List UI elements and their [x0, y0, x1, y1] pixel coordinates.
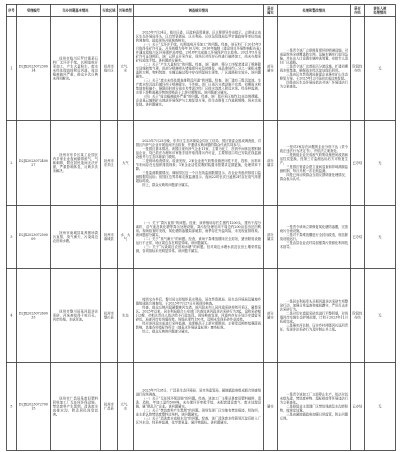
verified-status: 属实 [264, 363, 278, 451]
investigation-paragraph: （一）关于“粪污直排”的问题。经查，该养殖场存栏生猪约1200头，建有干湿分离机、沼气池及氧化塘等粪污处理设施，粪污经处理后用于周边约200亩农田还田利用。现场检查时发现，氧化塘防渗膜局部破损，雨季存在外溢风险，未发现直排现象。该问题部分属实。 [135, 220, 261, 237]
issue-text: 抚州市南城县某养猪场粪污直排，臭气熏天，污染周边农田和水塘。 [52, 230, 98, 243]
investigation-paragraph: 接到交办件后，黎川县立即组织县水利局、县自然资源局、县生态环境局及属地乡镇组成联合调查组，于2023年7月27日开展现场核查。 [135, 297, 261, 306]
region: 抚州市临川区 [101, 17, 118, 121]
investigation-paragraph: （三）关于“污染周边农田和水塘”的问题。经对周边水塘水质及农田土壤采样监测，各项指标未见明显异常。该问题不属实。 [135, 244, 261, 253]
header-region: 行政区域 [101, 5, 118, 17]
serial-number: 3 [7, 206, 17, 269]
investigation-paragraph: （二）关于“产生大量粉尘”的问题。经查，该厂破碎、筛分工序配套建设了喷淋降尘设施和集气罩，但部分喷淋喷头堵塞损坏未及时修复，成品堆场约三分之一面积未覆盖防尘网，物料装卸、车辆运输过程中存在明显扬尘现象，厂区道路积尘较多。该问题属实。 [135, 62, 261, 79]
closed-status: 阶段性办结 [351, 269, 365, 363]
handling-paragraph: 一是责令该厂立即修复损坏的喷淋设施，对成品堆场全部覆盖防尘网，运输车辆实行密闭运输，并在出入口设置车辆冲洗装置，安排专人清扫厂区道路。 [279, 48, 349, 65]
closed-status: 已办结 [351, 363, 365, 451]
handling-paragraph: 一是对3家存在问题的企业分别下达《责令改正违法行为决定书》，并依法立案查处。 [279, 144, 348, 153]
investigation-paragraph: 经查，群众反映河段属黎滩河支流，该河段未列入县河道采砂规划可采区，属禁采区。2023年以来，县水利局联合公安部门共查处该河段非法采砂行为3起，没收采砂船只2艘，对相关责任人依法给予行政处罚。现场勘查发现，河道内存在多处历史遗留采砂坑，局部河岸有坍塌现象，坍塌长度约150米，近期未发现采砂作业迹象。 [135, 305, 261, 322]
pollution-type: 大气、水 [118, 17, 134, 121]
handling-paragraph: 三是园区管委会建立夜间巡查和异味溯源监测机制，每月开展一次走航监测。 [279, 164, 349, 173]
region: 抚州市东乡区 [101, 121, 118, 206]
issue-description [51, 269, 101, 363]
investigation-paragraph: （二）关于“焚烧废料产生黑烟”的问题。现场发现厂区空地有焚烧痕迹，经询问，业主承认曾焚烧废塑料边角料。该问题属实。 [135, 408, 261, 417]
issue-description [51, 363, 101, 451]
verified-status: 部分属实 [264, 121, 278, 206]
pollution-type: 生态 [118, 269, 134, 363]
handling-paragraph: 四是由区生态环境局依法对该厂环境违法行为立案查处。 [279, 80, 349, 89]
investigation [134, 269, 264, 363]
handling-paragraph: 二是责令该厂完善雨污分流设施，扩建初期雨水收集池，确保雨水经沉淀处理后回用。 [279, 64, 349, 73]
issue-text: 抚州市黎川县某河段非法采砂，河床被挖得千疮百孔，河岸坍塌，水质浑浊。 [52, 309, 98, 322]
issue-text: 抚州市东乡区某工业园区内多家企业夜间偷排废气，气味刺鼻，附近居民夜间无法开窗，严重影响休息，反映多次未解决。 [52, 152, 98, 173]
pollution-type: 大气 [118, 121, 134, 206]
handling-paragraph: 三是由区自然资源局督促企业落实矿山生态修复方案，于2023年12月底前完成边坡复绿。 [279, 72, 349, 81]
accountability: 无 [365, 17, 396, 121]
issue-text: 抚州市临川区罗针镇某石料厂无环评手续，长期违规开采加工，产生大量粉尘，废水未经处理直排附近河道，周边植被破坏严重，群众多次反映未得到解决。 [52, 56, 98, 81]
investigation [134, 363, 264, 451]
investigation-paragraph: （一）关于“无环评手续，长期违规开采加工”的问题。经查，该石料厂于2015年3月取得采矿许可证，开采规模为每年10万吨；2016年编制《建设项目环境影响报告表》并通过原临川区环境保护局审批，2018年完成竣工环境保护自主验收。2021年5月采矿许可证到期后，该厂已停止开采作业，现场仅对库存石料进行破碎加工，尚未办理采矿权延续手续。该问题部分属实。 [135, 42, 261, 63]
verified-status: 部分属实 [264, 17, 278, 121]
handling-paragraph: 三是由县农业农村局加强粪污资源化利用技术指导。 [279, 240, 349, 249]
header-issue: 交办问题基本情况 [51, 5, 101, 17]
investigation-paragraph: （一）关于“无任何环保设施”的问题。经查，该加工厂主要从事废旧塑料破碎、清洗、造粒，年加工量约500吨，未办理环评审批手续，未配套建设废气、废水处理设施，属“散乱污”企业。该问题属实。 [135, 396, 261, 409]
handling-paragraph: 二是对干粪堆放棚进行全封闭改造，规范除臭设施运行。 [279, 232, 349, 241]
receipt-code: D2JX202307260033 [17, 269, 51, 363]
investigation [134, 17, 264, 121]
header-accountability: 责任人被处理情况 [365, 5, 396, 17]
handling [278, 121, 351, 206]
handling-paragraph: 二是督促企业完成废气收集设施密闭改造和活性炭更换，经第三方监测达标后方可恢复生产。 [279, 152, 349, 165]
issue-description [51, 121, 101, 206]
handling [278, 206, 351, 269]
receipt-code: D2JX202307270015 [17, 363, 51, 451]
investigation-paragraph: 2023年7月24日，临川区委、区政府高度重视，区主要领导作出批示，立即成立由区生态环境局牵头，区自然资源局、区水利局、区应急管理局及罗针镇政府等单位组成的调查组，赶赴现场开展调查核实。 [135, 30, 261, 43]
receipt-code: D2JX202307250009 [17, 206, 51, 269]
handling-paragraph: 一是责令该场立即修复氧化塘防渗膜，完善雨污分流设施。 [279, 224, 349, 233]
investigation-paragraph: 三是监测数据情况。调取园区近一个月在线监测数据显示，各企业有组织排放口监测数据均达标；但园区边界异味走航监测显示，夜间22时至次日凌晨2时存在臭气浓度超标时段。 [135, 170, 261, 183]
handling-paragraph: 一是责令该加工厂立即停止生产，依法对其未批先建、焚烧废弃物、超标排放等环境违法行为立案查处。 [279, 392, 349, 405]
investigation-paragraph: 2023年7月28日，广昌县生态环境局、县市场监管局、属地镇政府组成联合调查组进行现场调查。 [135, 388, 261, 397]
investigation-paragraph: 二是现场检查情况。检查发现，2家企业废气收集设施密闭性不足，投料、出料环节车间存在无组织排放现象；1家企业活性炭吸附装置未按要求定期更换，处理效率下降。 [135, 158, 261, 171]
accountability: 无 [365, 269, 396, 363]
pollution-type: 大气、水 [118, 363, 134, 451]
closed-status: 已办结 [351, 121, 365, 206]
header-investigation: 调查核实情况 [134, 5, 264, 17]
verified-status: 部分属实 [264, 206, 278, 269]
header-closed: 是否办结 [351, 5, 365, 17]
region: 抚州市南城县 [101, 206, 118, 269]
handling-paragraph: 三是由属地镇政府加强日常监管，防止问题反弹。 [279, 412, 349, 421]
issue-text: 抚州市广昌县某废旧塑料回收加工厂无任何环保设施，焚烧废料产生黑烟，清洗废水直排水沟，附近居民深受其害。 [52, 396, 98, 417]
accountability: 无 [365, 363, 396, 451]
investigation-paragraph: 2023年7月25日晚，东乡区生态环境局会同区工信局、园区管委会组成调查组，对园区内涉气企业开展夜间突击检查，并邀请反映问题的群众代表共同参与。 [135, 138, 261, 147]
handling [278, 17, 351, 121]
investigation [134, 206, 264, 269]
header-handling: 处理和整改情况 [278, 5, 351, 17]
header-code: 受理编号 [17, 5, 51, 17]
investigation-paragraph: （四）关于“周边植被破坏严重”的问题。经查，该厂原开采区域约12亩边坡裸露，企业虽已编制矿山地质环境保护与土地复垦方案，但生态修复工作进展缓慢，尚未完成复绿。该问题属实。 [135, 94, 261, 107]
investigation-paragraph: 综上，群众反映的问题部分属实。 [142, 329, 192, 334]
header-serial: 序号 [7, 5, 17, 17]
accountability: 无 [365, 206, 396, 269]
region: 抚州市广昌县 [101, 363, 118, 451]
issue-description [51, 17, 101, 121]
investigation [134, 121, 264, 206]
closed-status: 阶段性办结 [351, 17, 365, 121]
investigation-paragraph: 经对该河段水质进行采样监测，浊度略高于上游对照断面，主要受近期持续强降雨影响，其他各项指标均符合《地表水环境质量标准》Ⅲ类标准。 [135, 321, 261, 330]
region: 抚州市黎川县 [101, 269, 118, 363]
handling-paragraph: 一是县水利局牵头开展河道非法采砂专项整治行动，加强日常巡查和夜间蹲守，严厉打击非法采砂行为。 [279, 299, 349, 312]
investigation-paragraph: 一是园区基本情况。该园区现有涉气企业11家，主要为化工、医药中间体及塑料制品企业，均已依法办理环评审批手续并取得排污许可证，主要排放口均已安装在线监测设备并与生态环境部门联网。 [135, 146, 261, 159]
handling [278, 269, 351, 363]
serial-number: 1 [7, 17, 17, 121]
investigation-paragraph: 综上，群众反映的问题部分属实。 [142, 182, 192, 187]
investigation-paragraph: （二）关于“臭气熏天”的问题。经查，该场干粪堆放棚未完全封闭，猪舍除臭设施运行不正常，场区周边存在明显异味。该问题属实。 [135, 236, 261, 245]
handling-paragraph: 二是对历史遗留采砂坑进行平整回填，对坍塌河岸实施生态护坡治理，计划于2023年11月底前完成。 [279, 311, 349, 324]
serial-number: 4 [7, 269, 17, 363]
closed-status: 已办结 [351, 206, 365, 269]
serial-number: 2 [7, 121, 17, 206]
handling-paragraph: 三是落实河长制，压实乡村两级河长巡河责任，发现非法采砂行为及时制止并上报。 [279, 323, 349, 332]
handling-paragraph: 二是督促业主清理厂区焚烧残渣及水沟淤积物，按规定处置。 [279, 404, 349, 413]
receipt-code: D2JX202307230014 [17, 17, 51, 121]
verified-status: 部分属实 [264, 269, 278, 363]
issue-description [51, 206, 101, 269]
handling [278, 363, 351, 451]
header-verified: 是否属实 [264, 5, 278, 17]
investigation-paragraph: （三）关于“废水未经处理直排附近河道”的问题。经查，该厂建有三级沉淀池，生产废水经沉淀后循环用于喷淋降尘，不外排。但厂区雨污分流设施不完善，初期雨水收集池容积偏小，强降雨时部分雨水夹带泥沙经厂区排水沟流入附近水渠。经采样监测，水渠下游断面悬浮物浓度略高于上游对照断面。该问题部分属实。 [135, 78, 261, 95]
serial-number: 5 [7, 363, 17, 451]
pollution-type: 水、大气 [118, 206, 134, 269]
petition-table [6, 4, 396, 451]
handling-paragraph: 四是已向反映群众当面反馈调查处理情况，群众表示认可。 [279, 172, 349, 181]
accountability: 无 [365, 121, 396, 206]
investigation-paragraph: （三）关于“清洗废水直排水沟”的问题。经查，该厂清洗废水经简易沉淀后排入厂区外水沟，经采样监测，化学需氧量、悬浮物超标。该问题属实。 [135, 416, 261, 425]
header-pollution-type: 污染类型 [118, 5, 134, 17]
receipt-code: D2JX202307240027 [17, 121, 51, 206]
